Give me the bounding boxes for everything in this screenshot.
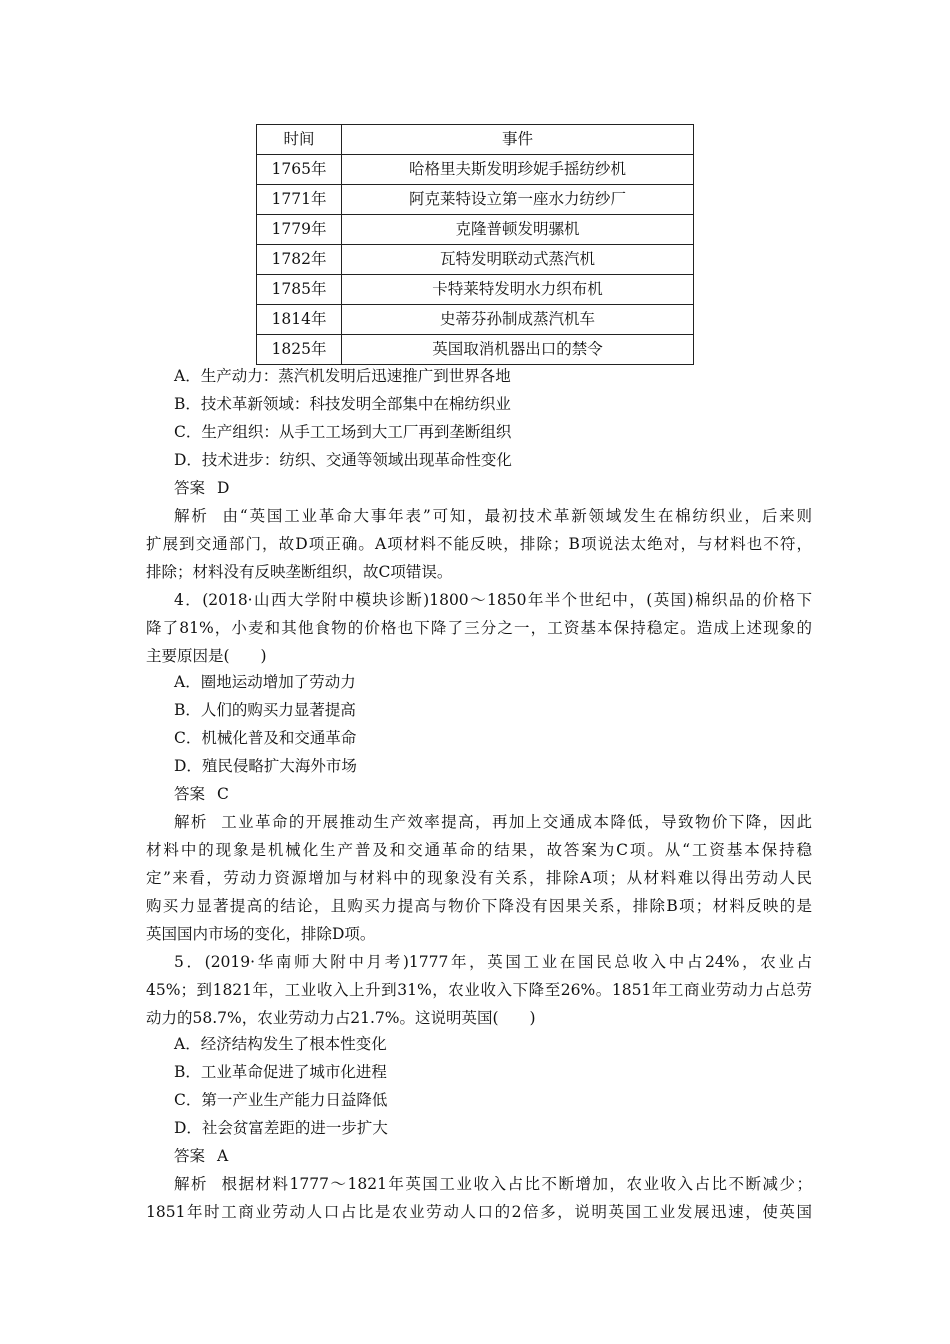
table-row bbox=[257, 275, 694, 305]
industrial-revolution-timeline-table bbox=[256, 124, 694, 365]
answer-label: 答案 bbox=[174, 479, 206, 497]
header-event: 事件 bbox=[342, 125, 694, 155]
q5-stem-line-1: 5．(2019·华南师大附中月考)1777年，英国工业在国民总收入中占24%，农业占 bbox=[174, 953, 812, 971]
q3-analysis-line-1 bbox=[174, 506, 812, 526]
q4-option-b: B．人们的购买力显著提高 bbox=[174, 701, 356, 719]
q4-analysis-line-2: 材料中的现象是机械化生产普及和交通革命的结果，故答案为C项。从“工资基本保持稳 bbox=[146, 841, 812, 859]
answer-value: A bbox=[217, 1147, 229, 1165]
table-row bbox=[257, 335, 694, 365]
table-row bbox=[257, 155, 694, 185]
answer-label: 答案 bbox=[174, 1147, 206, 1165]
q3-answer bbox=[174, 478, 229, 498]
q4-analysis-line-1 bbox=[174, 812, 812, 832]
q5-stem-line-2: 45%；到1821年，工业收入上升到31%，农业收入下降至26%。1851年工商业劳动力占总劳 bbox=[146, 981, 812, 999]
row-year: 1785年 bbox=[257, 275, 342, 305]
analysis-text: 工业革命的开展推动生产效率提高，再加上交通成本降低，导致物价下降，因此 bbox=[219, 813, 812, 831]
row-event: 阿克莱特设立第一座水力纺纱厂 bbox=[342, 185, 694, 215]
analysis-text: 由“英国工业革命大事年表”可知，最初技术革新领域发生在棉纺织业，后来则 bbox=[220, 507, 812, 525]
table-row bbox=[257, 215, 694, 245]
row-year: 1765年 bbox=[257, 155, 342, 185]
q4-option-d: D．殖民侵略扩大海外市场 bbox=[174, 757, 357, 775]
row-event: 英国取消机器出口的禁令 bbox=[342, 335, 694, 365]
q4-analysis-line-5: 英国国内市场的变化，排除D项。 bbox=[146, 925, 376, 943]
q3-analysis-line-2: 扩展到交通部门，故D项正确。A项材料不能反映，排除；B项说法太绝对，与材料也不符， bbox=[146, 535, 812, 553]
q3-option-b: B．技术革新领域：科技发明全部集中在棉纺织业 bbox=[174, 395, 511, 413]
q5-analysis-line-1 bbox=[174, 1174, 812, 1194]
row-event: 克隆普顿发明骡机 bbox=[342, 215, 694, 245]
q5-option-b: B．工业革命促进了城市化进程 bbox=[174, 1063, 387, 1081]
q4-answer bbox=[174, 784, 229, 804]
row-year: 1814年 bbox=[257, 305, 342, 335]
table-header-row bbox=[257, 125, 694, 155]
q5-stem-line-3: 动力的58.7%，农业劳动力占21.7%。这说明英国( ) bbox=[146, 1009, 536, 1027]
q3-option-d: D．技术进步：纺织、交通等领域出现革命性变化 bbox=[174, 451, 512, 469]
q5-option-a: A．经济结构发生了根本性变化 bbox=[174, 1035, 387, 1053]
q4-stem-line-3: 主要原因是( ) bbox=[146, 647, 267, 665]
q4-option-a: A．圈地运动增加了劳动力 bbox=[174, 673, 356, 691]
analysis-text: 根据材料1777～1821年英国工业收入占比不断增加，农业收入占比不断减少； bbox=[220, 1175, 812, 1193]
answer-label: 答案 bbox=[174, 785, 206, 803]
q3-option-c: C．生产组织：从手工工场到大工厂再到垄断组织 bbox=[174, 423, 512, 441]
row-event: 史蒂芬孙制成蒸汽机车 bbox=[342, 305, 694, 335]
q5-answer bbox=[174, 1146, 228, 1166]
q3-analysis-line-3: 排除；材料没有反映垄断组织，故C项错误。 bbox=[146, 563, 453, 581]
row-year: 1771年 bbox=[257, 185, 342, 215]
q4-stem-line-1: 4．(2018·山西大学附中模块诊断)1800～1850年半个世纪中，(英国)棉织品的价格下 bbox=[174, 591, 812, 609]
analysis-label: 解析 bbox=[174, 813, 208, 831]
q4-analysis-line-4: 购买力显著提高的结论，且购买力提高与物价下降没有因果关系，排除B项；材料反映的是 bbox=[146, 897, 812, 915]
q4-option-c: C．机械化普及和交通革命 bbox=[174, 729, 357, 747]
header-time: 时间 bbox=[257, 125, 342, 155]
q5-option-d: D．社会贫富差距的进一步扩大 bbox=[174, 1119, 388, 1137]
q4-analysis-line-3: 定”来看，劳动力资源增加与材料中的现象没有关系，排除A项；从材料难以得出劳动人民 bbox=[146, 869, 812, 887]
analysis-label: 解析 bbox=[174, 507, 209, 525]
answer-value: C bbox=[217, 785, 229, 803]
table-row bbox=[257, 245, 694, 275]
answer-value: D bbox=[217, 479, 230, 497]
row-event: 瓦特发明联动式蒸汽机 bbox=[342, 245, 694, 275]
q4-stem-line-2: 降了81%，小麦和其他食物的价格也下降了三分之一，工资基本保持稳定。造成上述现象的 bbox=[146, 619, 812, 637]
q5-analysis-line-2: 1851年时工商业劳动人口占比是农业劳动人口的2倍多，说明英国工业发展迅速，使英国 bbox=[146, 1203, 812, 1221]
row-event: 哈格里夫斯发明珍妮手摇纺纱机 bbox=[342, 155, 694, 185]
table-row bbox=[257, 305, 694, 335]
table-row bbox=[257, 185, 694, 215]
row-year: 1782年 bbox=[257, 245, 342, 275]
q3-option-a: A．生产动力：蒸汽机发明后迅速推广到世界各地 bbox=[174, 367, 511, 385]
row-year: 1779年 bbox=[257, 215, 342, 245]
row-event: 卡特莱特发明水力织布机 bbox=[342, 275, 694, 305]
q5-option-c: C．第一产业生产能力日益降低 bbox=[174, 1091, 388, 1109]
row-year: 1825年 bbox=[257, 335, 342, 365]
analysis-label: 解析 bbox=[174, 1175, 209, 1193]
